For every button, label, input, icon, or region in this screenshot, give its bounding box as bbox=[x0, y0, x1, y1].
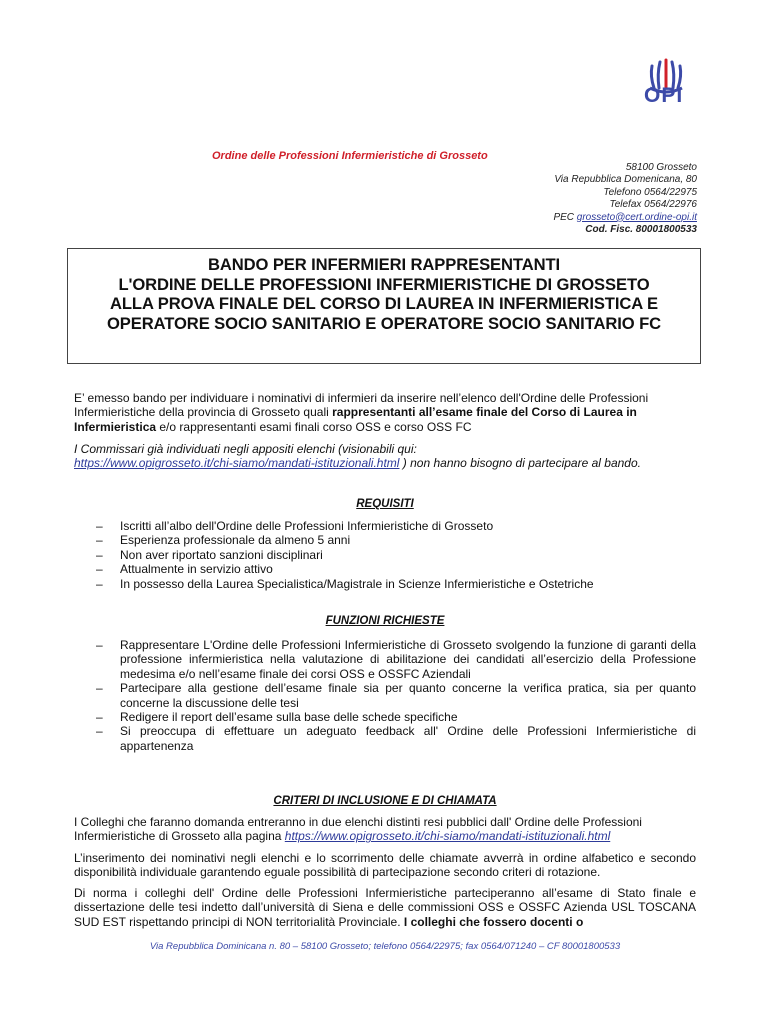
logo-text: OPI bbox=[644, 84, 684, 107]
commissari-paragraph bbox=[74, 442, 696, 471]
criteri-text-1: I Colleghi che faranno domanda entreranno in due elenchi distinti resi pubblici dall' Ordine delle Professioni Infermieristiche di Grosseto alla pagina bbox=[74, 815, 642, 844]
funzioni-heading: FUNZIONI RICHIESTE bbox=[325, 615, 445, 627]
mandati-link[interactable]: https://www.opigrosseto.it/chi-siamo/mandati-istituzionali.html bbox=[74, 456, 400, 471]
list-item: – Si preoccupa di effettuare un adeguato feedback all' Ordine delle Professioni Infermieristiche di appartenenza bbox=[74, 724, 696, 753]
criteri-heading: CRITERI DI INCLUSIONE E DI CHIAMATA bbox=[273, 795, 497, 807]
intro-bold: rappresentanti all’esame finale del Corso di Laurea in Infermieristica bbox=[74, 405, 637, 434]
commissari-text-1: I Commissari già individuati negli appositi elenchi (visionabili qui: bbox=[74, 442, 417, 456]
address-street: Via Repubblica Domenicana, 80 bbox=[554, 174, 697, 186]
pec-email-link[interactable]: grosseto@cert.ordine-opi.it bbox=[576, 211, 697, 223]
page-footer: Via Repubblica Dominicana n. 80 – 58100 Grosseto; telefono 0564/22975; fax 0564/071240 – CF 80001800533 bbox=[149, 941, 621, 952]
title-box bbox=[67, 248, 701, 364]
title-line-4: OPERATORE SOCIO SANITARIO E OPERATORE SOCIO SANITARIO FC bbox=[106, 313, 662, 333]
criteri-mandati-link[interactable]: https://www.opigrosseto.it/chi-siamo/mandati-istituzionali.html bbox=[284, 829, 611, 844]
title-line-2: L'ORDINE DELLE PROFESSIONI INFERMIERISTICHE DI GROSSETO bbox=[118, 274, 650, 294]
title-line-1: BANDO PER INFERMIERI RAPPRESENTANTI bbox=[207, 255, 561, 274]
criteri-paragraph-3 bbox=[74, 886, 696, 929]
criteri-text-3: Di norma i colleghi dell' Ordine delle Professioni Infermieristiche parteciperanno all’esame di Stato finale e dissertazione delle tesi indetto dall’università di Siena e delle commissioni OSS e OSSFC Azienda USL TOSCANA SUD EST rispettando principi di NON territorialità Provinciale. bbox=[74, 886, 696, 929]
address-phone: Telefono 0564/22975 bbox=[603, 186, 697, 198]
fiscal-code: Cod. Fisc. 80001800533 bbox=[585, 224, 697, 236]
requisiti-list bbox=[74, 519, 696, 591]
pec-label: PEC bbox=[553, 211, 574, 223]
list-item: – Esperienza professionale da almeno 5 anni bbox=[74, 533, 696, 547]
address-pec bbox=[553, 212, 697, 224]
intro-paragraph bbox=[74, 391, 696, 434]
list-item: – Redigere il report dell’esame sulla base delle schede specifiche bbox=[74, 710, 696, 724]
list-item: – Partecipare alla gestione dell’esame finale sia per quanto concerne la verifica pratica, sia per quanto concerne la discussione delle tesi bbox=[74, 681, 696, 710]
list-item: – Non aver riportato sanzioni disciplinari bbox=[74, 548, 696, 562]
list-item: – Iscritti all’albo dell'Ordine delle Professioni Infermieristiche di Grosseto bbox=[74, 519, 696, 533]
intro-text-1: E’ emesso bando per individuare i nominativi di infermieri da inserire nell’elenco dell'Ordine delle Professioni Infermieristiche della provincia di Grosseto quali bbox=[74, 391, 649, 420]
funzioni-list bbox=[74, 638, 696, 753]
title-line-3: ALLA PROVA FINALE DEL CORSO DI LAUREA IN INFERMIERISTICA E bbox=[110, 294, 658, 314]
list-item: – Rappresentare L'Ordine delle Professioni Infermieristiche di Grosseto svolgendo la funzione di garanti della professione infermieristica nella valutazione di abilitazione dei candidati all’esercizio della Professione medesima e/o nell’esame finale dei corsi OSS e OSSFC Aziendali bbox=[74, 638, 696, 681]
criteri-paragraph-2: L’inserimento dei nominativi negli elenchi e lo scorrimento delle chiamate avverrà in ordine alfabetico e secondo disponibilità individuale garantendo eguale possibilità di partecipazione secondo criteri di rotazione. bbox=[74, 851, 696, 880]
intro-text-2: e/o rappresentanti esami finali corso OSS e corso OSS FC bbox=[156, 419, 472, 434]
commissari-text-2: ) non hanno bisogno di partecipare al bando. bbox=[399, 456, 641, 471]
list-item: – Attualmente in servizio attivo bbox=[74, 562, 696, 576]
criteri-bold-3: I colleghi che fossero docenti o bbox=[403, 914, 584, 929]
list-item: – In possesso della Laurea Specialistica/Magistrale in Scienze Infermieristiche e Ostetriche bbox=[74, 577, 696, 591]
address-city: 58100 Grosseto bbox=[625, 162, 697, 173]
criteri-paragraph-1 bbox=[74, 815, 696, 844]
requisiti-heading: REQUISITI bbox=[356, 498, 414, 510]
org-title: Ordine delle Professioni Infermieristiche di Grosseto bbox=[212, 150, 488, 162]
address-block bbox=[553, 162, 697, 236]
address-fax: Telefax 0564/22976 bbox=[609, 199, 697, 211]
